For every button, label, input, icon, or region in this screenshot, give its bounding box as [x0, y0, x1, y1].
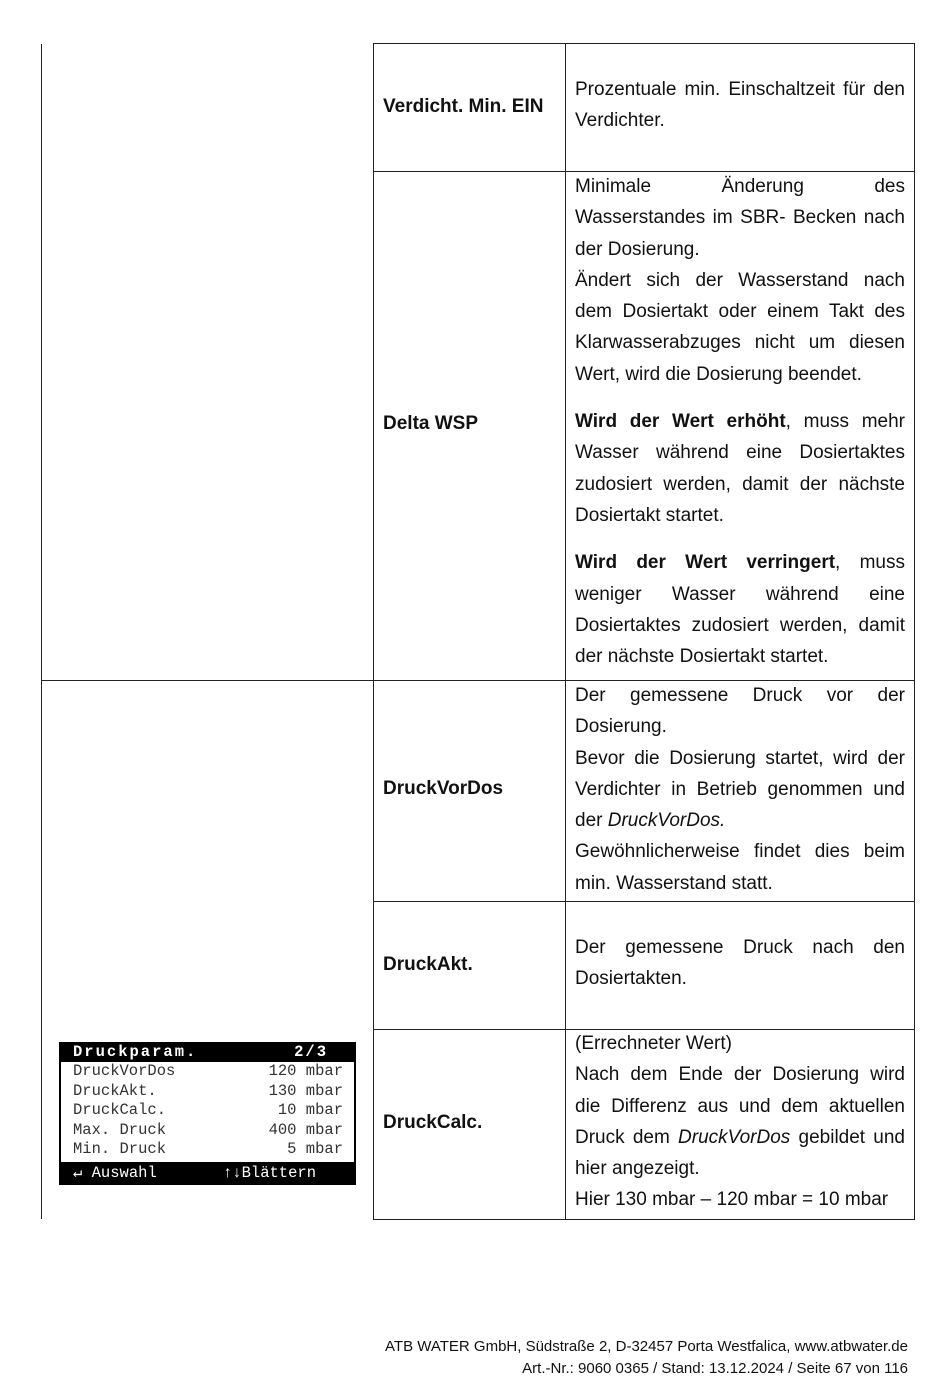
lcd-menu-item: [73, 1140, 343, 1160]
lcd-item-value: 10 mbar: [268, 1101, 343, 1120]
lcd-footer-bar: [59, 1162, 356, 1185]
lcd-item-value: 130 mbar: [268, 1081, 343, 1100]
desc-paragraph: [575, 406, 905, 531]
right-border-line: [914, 43, 915, 1220]
lcd-item-label: DruckAkt.: [73, 1081, 157, 1100]
param-desc-druckvordos: [575, 680, 905, 899]
lcd-footer-select: ↵ Auswahl: [73, 1164, 157, 1182]
lcd-item-label: DruckCalc.: [73, 1101, 167, 1120]
param-name-druckcalc: DruckCalc.: [383, 1112, 483, 1133]
desc-paragraph: Der gemessene Druck vor der Dosierung.: [575, 685, 905, 738]
column-border-line: [565, 43, 566, 1220]
row-border-line: [373, 901, 915, 902]
desc-paragraph: Gewöhnlicherweise findet dies beim min. Wasserstand statt.: [575, 841, 905, 894]
param-desc-druckcalc: [575, 1028, 905, 1216]
desc-italic: DruckVorDos.: [607, 810, 726, 832]
desc-bold: Wird der Wert verringert: [575, 552, 836, 574]
lcd-menu-item: [73, 1082, 343, 1102]
lcd-item-value: 5 mbar: [268, 1140, 343, 1159]
column-border-line: [373, 43, 374, 1220]
lcd-display: [59, 1042, 356, 1185]
desc-paragraph: Hier 130 mbar – 120 mbar = 10 mbar: [575, 1189, 889, 1211]
row-border-line: [373, 43, 915, 44]
desc-text: Bevor die Dosierung startet, wird der Verdichter in Betrieb genommen und der: [575, 747, 905, 832]
param-desc-druckakt: [575, 932, 905, 995]
desc-paragraph: Minimale Änderung des Wasserstandes im SBR- Becken nach der Dosierung.: [575, 176, 905, 260]
param-name-druckakt: DruckAkt.: [383, 954, 473, 975]
desc-text: , muss mehr Wasser während eine Dosiertaktes zudosiert werden, damit der nächste Dosiertakt startet.: [575, 411, 905, 526]
desc-paragraph: Prozentuale min. Einschaltzeit für den Verdichter.: [575, 79, 905, 132]
param-desc-delta-wsp: [575, 171, 905, 672]
desc-text: , muss weniger Wasser während eine Dosiertaktes zudosiert werden, damit der nächste Dosiertakt startet.: [575, 552, 906, 668]
lcd-menu-item: [73, 1121, 343, 1141]
desc-paragraph: [575, 1059, 905, 1184]
lcd-footer-scroll: ↑↓Blättern: [223, 1164, 317, 1182]
page-footer-article: Art.-Nr.: 9060 0365 / Stand: 13.12.2024 / Seite 67 von 116: [522, 1360, 908, 1377]
desc-bold: Wird der Wert erhöht: [575, 411, 786, 433]
desc-paragraph: Ändert sich der Wasserstand nach dem Dosiertakt oder einem Takt des Klarwasserabzuges nicht um diesen Wert, wird die Dosierung beendet.: [575, 269, 905, 385]
lcd-item-label: DruckVorDos: [73, 1062, 176, 1080]
desc-paragraph: [575, 743, 905, 837]
lcd-menu-list: [61, 1062, 354, 1162]
param-desc-verdicht-min-ein: [575, 74, 905, 137]
desc-text: gebildet und hier angezeigt.: [575, 1126, 905, 1180]
lcd-page-indicator: 2/3: [294, 1043, 328, 1061]
lcd-title-bar: [59, 1042, 356, 1062]
lcd-item-value: 400 mbar: [268, 1120, 343, 1139]
param-name-delta-wsp: Delta WSP: [383, 413, 479, 434]
desc-paragraph: (Errechneter Wert): [575, 1033, 732, 1054]
left-border-line: [41, 44, 42, 1219]
desc-text: Nach dem Ende der Dosierung wird die Differenz aus und dem aktuellen Druck dem: [575, 1064, 905, 1148]
lcd-menu-item: [73, 1062, 343, 1082]
desc-paragraph: [575, 547, 905, 672]
lcd-title: Druckparam.: [73, 1043, 198, 1061]
row-border-line: [373, 1219, 915, 1220]
param-name-druckvordos: DruckVorDos: [383, 778, 504, 799]
lcd-item-value: 120 mbar: [268, 1062, 343, 1080]
param-name-verdicht-min-ein: Verdicht. Min. EIN: [383, 96, 544, 117]
page-footer-company: ATB WATER GmbH, Südstraße 2, D-32457 Porta Westfalica, www.atbwater.de: [385, 1338, 908, 1355]
desc-italic: DruckVorDos: [678, 1126, 791, 1148]
lcd-menu-item: [73, 1101, 343, 1121]
desc-paragraph: Der gemessene Druck nach den Dosiertakten.: [575, 937, 905, 990]
lcd-item-label: Min. Druck: [73, 1140, 167, 1159]
lcd-item-label: Max. Druck: [73, 1120, 167, 1139]
